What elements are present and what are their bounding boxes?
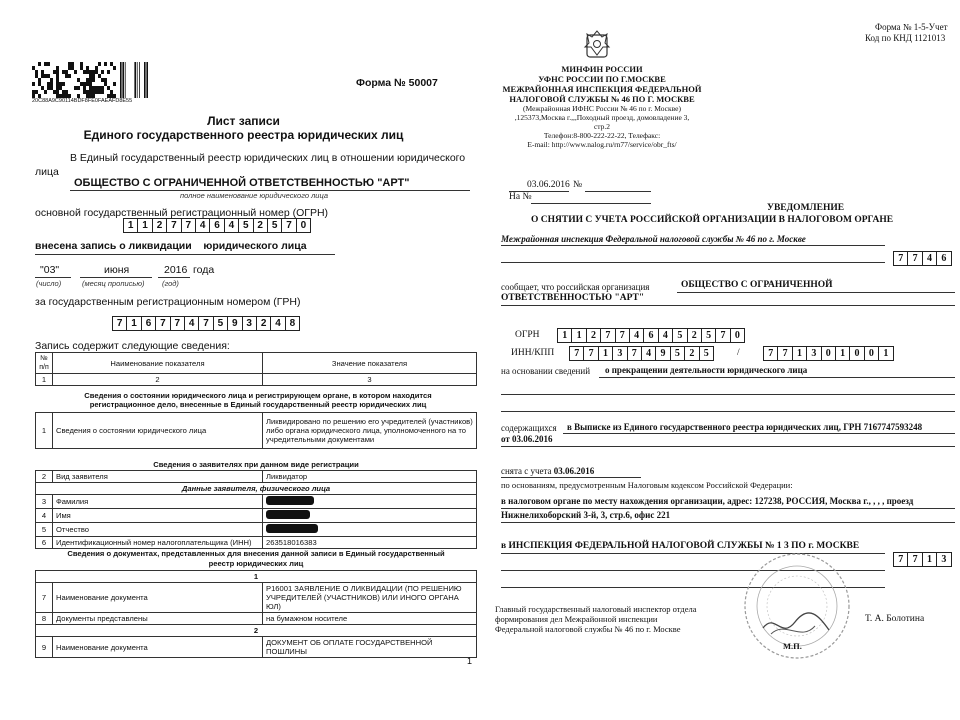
digit-box: 6 [209,218,224,233]
inspection-line2: НАЛОГОВОЙ СЛУЖБЫ № 46 ПО Г. МОСКВЕ [509,94,695,104]
digit-box: 7 [893,251,908,266]
digit-box: 1 [922,552,937,567]
section3-title-l2: реестр юридических лиц [208,559,304,568]
digit-box: 0 [864,346,879,361]
stamp-place-mark: М.П. [783,641,802,651]
phone: Телефон:8-800-222-22-22, Телефакс: [543,131,661,140]
digit-box: 1 [878,346,893,361]
date-day: "03" [40,264,60,276]
digit-box: 0 [296,218,311,233]
doc-number-sign: № [573,180,583,190]
section1-title: Сведения о состоянии юридического лица и регистрирующем органе, в котором находится регистрационное дело, внесенные в Единый государственный реестр юридических лиц [84,391,432,409]
signer-line2: формирования дел Межрайонной инспекции [495,614,658,624]
sheet-title-line1: Лист записи [207,114,280,128]
barcode-icon [32,62,150,98]
digit-box: 7 [112,316,127,331]
digit-box: 6 [643,328,658,343]
signer-name: Т. А. Болотина [865,614,925,624]
digit-box: 6 [936,251,951,266]
informs-label: сообщает, что российская организация [501,282,650,292]
digit-box: 7 [615,328,630,343]
date-cap-day: (число) [36,279,62,288]
date-month: июня [104,264,130,276]
digit-box: 7 [281,218,296,233]
new-tax-authority: в ИНСПЕКЦИЯ ФЕДЕРАЛЬНОЙ НАЛОГОВОЙ СЛУЖБЫ № 1 3 ПО г. МОСКВЕ [501,541,860,551]
digit-box: 7 [181,218,196,233]
basis-label: на основании сведений [501,366,591,376]
org-name: ОБЩЕСТВО С ОГРАНИЧЕННОЙ ОТВЕТСТВЕННОСТЬЮ "АРТ" [74,177,410,189]
digit-box: 5 [238,218,253,233]
digit-box: 7 [763,346,778,361]
basis-value: о прекращении деятельности юридического лица [605,365,808,375]
grn-boxes [112,316,300,331]
signer-line1: Главный государственный налоговый инспектор отдела [495,604,697,614]
tax-authority: Межрайонная инспекция Федеральной налоговой службы № 46 по г. Москве [501,234,806,244]
digit-box: 5 [672,328,687,343]
digit-box: 3 [242,316,257,331]
email: E-mail: http://www.nalog.ru/rn77/service/obr_fts/ [527,140,677,149]
section3-table: 1 7 Наименование документа Р16001 ЗАЯВЛЕНИЕ О ЛИКВИДАЦИИ (ПО РЕШЕНИЮ УЧРЕДИТЕЛЕЙ (УЧАСТНИКОВ) ИЛИ ИНОГО ОРГАНА ЮЛ) 8 Документы представлены на бумажном носителе 2 9 Наименование документа ДОКУМЕНТ ОБ ОПЛАТЕ ГОСУДАРСТВЕННОЙ ПОШЛИНЫ [35,570,477,658]
address-line1: ,125373,Москва г.,,,Походный проезд, домовладение 3, [514,113,690,122]
digit-box: 1 [557,328,572,343]
deregistration-notice [487,0,960,720]
section2-table: 2 Вид заявителя Ликвидатор Данные заявителя, физического лица 3 Фамилия 4 Имя 5 Отчество 6 Идентификационный номер налогоплательщика (ИНН) 263518016383 [35,470,477,549]
intro-line1: В Единый государственный реестр юридических лиц в отношении юридического [70,152,466,164]
inn-boxes [569,346,714,361]
notice-subtitle: О СНЯТИИ С УЧЕТА РОССИЙСКОЙ ОРГАНИЗАЦИИ В НАЛОГОВОМ ОРГАНЕ [531,215,894,225]
org-name-line1: ОБЩЕСТВО С ОГРАНИЧЕННОЙ [681,280,833,290]
digit-box: 8 [285,316,300,331]
digit-box: 4 [922,251,937,266]
signer-line3: Федеральной налоговой службы № 46 по г. Москве [495,624,681,634]
entry-made: внесена запись о ликвидации юридического лица [35,240,307,252]
digit-box: 2 [684,346,699,361]
digit-box: 2 [586,328,601,343]
date-cap-year: (год) [162,279,179,288]
digit-box: 7 [198,316,213,331]
digit-box: 7 [893,552,908,567]
inn-kpp-slash: / [737,348,740,358]
org-name-caption: полное наименование юридического лица [180,191,329,200]
digit-box: 5 [670,346,685,361]
digit-box: 4 [270,316,285,331]
digit-box: 1 [835,346,850,361]
redacted-name [266,510,310,519]
digit-box: 1 [123,218,138,233]
digit-box: 7 [155,316,170,331]
registration-place-line2: Нижнелихоборский 3-й, 3, стр.6, офис 221 [501,510,671,520]
digit-box: 7 [715,328,730,343]
digit-box: 7 [777,346,792,361]
record-table-header: № п/п Наименование показателя Значение показателя 1 2 3 [35,352,477,386]
digit-box: 1 [571,328,586,343]
digit-box: 7 [583,346,598,361]
date-year: 2016 [164,264,188,276]
digit-box: 7 [569,346,584,361]
page-number: 1 [467,656,473,666]
sheet-title-line2: Единого государственного реестра юридических лиц [83,128,404,142]
grn-label: за государственным регистрационным номером (ГРН) [35,296,301,308]
redacted-surname [266,496,314,505]
digit-box: 2 [687,328,702,343]
ogrn-boxes [557,328,745,343]
digit-box: 5 [267,218,282,233]
digit-box: 7 [907,251,922,266]
ministry: МИНФИН РОССИИ [561,64,643,74]
section2-title: Сведения о заявителях при данном виде регистрации [153,460,359,469]
digit-box: 4 [629,328,644,343]
barcode-text: 20C88A9C90114BDF8FE0FAEAFD8E55 [32,98,133,104]
digit-box: 0 [849,346,864,361]
inspection-line1: МЕЖРАЙОННАЯ ИНСПЕКЦИЯ ФЕДЕРАЛЬНОЙ [502,84,702,94]
digit-box: 1 [792,346,807,361]
digit-box: 4 [224,218,239,233]
digit-box: 2 [152,218,167,233]
reply-to-label: На № [509,192,532,202]
address-line2: стр.2 [593,122,611,131]
digit-box: 5 [701,328,716,343]
digit-box: 3 [936,552,951,567]
form-number: Форма № 1-5-Учет [875,22,948,32]
registration-place-line1: в налоговом органе по месту нахождения организации, адрес: 127238, РОССИЯ, Москва г., , , , проезд [501,496,914,506]
coat-of-arms-icon [579,25,615,61]
ogrn-label: ОГРН [515,330,540,340]
digit-box: 0 [821,346,836,361]
notice-title: УВЕДОМЛЕНИЕ [767,203,845,213]
digit-box: 4 [184,316,199,331]
contained-value-line2: от 03.06.2016 [501,434,553,444]
contained-label: содержащихся [501,423,557,433]
section3-title-l1: Сведения о документах, представленных для внесения данной записи в Единый государственный [67,549,445,558]
kpp-boxes [763,346,894,361]
doc-date: 03.06.2016 [527,180,570,190]
digit-box: 7 [600,328,615,343]
ogrn-label: основной государственный регистрационный номер (ОГРН) [35,207,329,219]
intro-line2: лица [35,166,59,178]
digit-box: 5 [699,346,714,361]
digit-box: 2 [253,218,268,233]
date-year-word: года [193,264,215,276]
digit-box: 1 [598,346,613,361]
date-cap-month: (месяц прописью) [82,279,145,288]
digit-box: 7 [627,346,642,361]
record-contains: Запись содержит следующие сведения: [35,340,230,352]
digit-box: 4 [195,218,210,233]
digit-box: 4 [641,346,656,361]
grounds-label: по основаниям, предусмотренным Налоговым кодексом Российской Федерации: [501,480,793,490]
contained-value-line1: в Выписке из Единого государственного реестра юридических лиц, ГРН 7167747593248 [567,422,923,432]
form-number: Форма № 50007 [356,77,438,89]
digit-box: 3 [806,346,821,361]
digit-box: 9 [655,346,670,361]
digit-box: 1 [126,316,141,331]
digit-box: 3 [612,346,627,361]
digit-box: 5 [213,316,228,331]
digit-box: 1 [137,218,152,233]
removed-label: снята с учета 03.06.2016 [501,466,595,476]
new-authority-code-boxes [893,552,952,567]
digit-box: 4 [658,328,673,343]
knd-code: Код по КНД 1121013 [865,33,946,43]
digit-box: 0 [730,328,745,343]
digit-box: 2 [256,316,271,331]
inn-kpp-label: ИНН/КПП [511,348,555,358]
ufns: УФНС РОССИИ ПО Г.МОСКВЕ [538,74,666,84]
org-name-line2: ОТВЕТСТВЕННОСТЬЮ "АРТ" [501,293,645,303]
digit-box: 9 [227,316,242,331]
digit-box: 7 [166,218,181,233]
digit-box: 7 [907,552,922,567]
redacted-patronymic [266,524,318,533]
inspection-short: (Межрайонная ИФНС России № 46 по г. Москве) [523,104,681,113]
digit-box: 7 [170,316,185,331]
authority-code-boxes [893,251,952,266]
section1-table: 1 Сведения о состоянии юридического лица Ликвидировано по решению его учредителей (участников) либо органа юридического лица, уполномоченного на то учредительными документами [35,412,477,449]
digit-box: 6 [141,316,156,331]
ogrn-boxes [123,218,311,233]
